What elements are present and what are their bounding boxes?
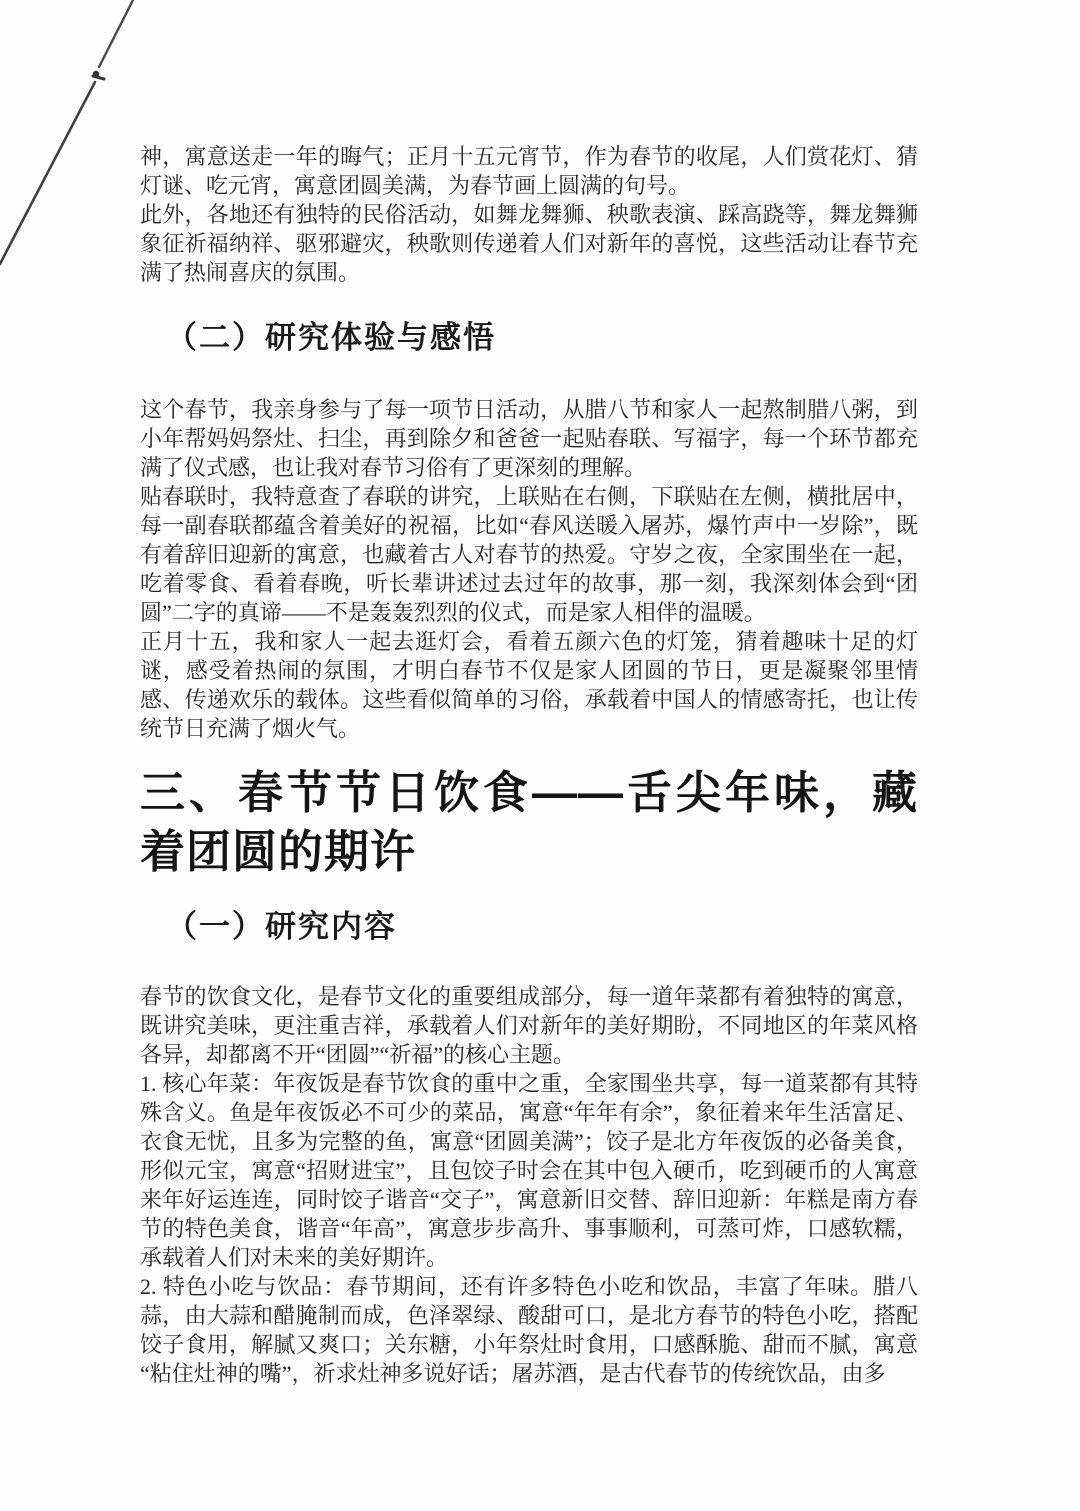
paragraph-intro-1: 神，寓意送走一年的晦气；正月十五元宵节，作为春节的收尾，人们赏花灯、猜灯谜、吃元宵，寓意团圆美满，为春节画上圆满的句号。 [140, 144, 918, 198]
spacer [140, 358, 918, 395]
section-heading-experience: （二）研究体验与感悟 [166, 320, 496, 355]
paragraph-content-2: 1. 核心年菜：年夜饭是春节饮食的重中之重，全家围坐共享，每一道菜都有其特殊含义。鱼是年夜饭必不可少的菜品，寓意“年年有余”，象征着来年生活富足、衣食无忧，且多为完整的鱼，寓意“团圆美满”；饺子是北方年夜饭的必备美食，形似元宝，寓意“招财进宝”，且包饺子时会在其中包入硬币，吃到硬币的人寓意来年好运连连，同时饺子谐音“交子”，寓意新旧交替、辞旧迎新：年糕是南方春节的特色美食，谐音“年高”，寓意步步高升、事事顺利，可蒸可炸，口感软糯，承载着人们对未来的美好期许。 [140, 1071, 918, 1270]
paragraph-intro-2: 此外，各地还有独特的民俗活动，如舞龙舞狮、秧歌表演、踩高跷等，舞龙舞狮象征祈福纳祥、驱邪避灾，秧歌则传递着人们对新年的喜悦，这些活动让春节充满了热闹喜庆的氛围。 [140, 202, 918, 285]
section-heading-content: （一）研究内容 [166, 909, 397, 944]
paragraph-content-1: 春节的饮食文化，是春节文化的重要组成部分，每一道年菜都有着独特的寓意，既讲究美味，更注重吉祥，承载着人们对新年的美好期盼，不同地区的年菜风格各异，却都离不开“团圆”“祈福”的核心主题。 [140, 984, 918, 1067]
paragraph-experience-1: 这个春节，我亲身参与了每一项节日活动，从腊八节和家人一起熬制腊八粥，到小年帮妈妈祭灶、扫尘，再到除夕和爸爸一起贴春联、写福字，每一个环节都充满了仪式感，也让我对春节习俗有了更深刻的理解。 [140, 397, 918, 480]
paragraph-experience-2: 贴春联时，我特意查了春联的讲究，上联贴在右侧，下联贴在左侧，横批居中，每一副春联都蕴含着美好的祝福，比如“春风送暖入屠苏，爆竹声中一岁除”，既有着辞旧迎新的寓意，也藏着古人对春节的热爱。守岁之夜，全家围坐在一起，吃着零食、看着春晚，听长辈讲述过去过年的故事，那一刻，我深刻体会到“团圆”二字的真谛——不是轰轰烈烈的仪式，而是家人相伴的温暖。 [140, 484, 918, 625]
spacer [140, 947, 918, 982]
paragraph-experience-3: 正月十五，我和家人一起去逛灯会，看着五颜六色的灯笼，猜着趣味十足的灯谜，感受着热闹的氛围，才明白春节不仅是家人团圆的节日，更是凝聚邻里情感、传递欢乐的载体。这些看似简单的习俗，承载着中国人的情感寄托，也让传统节日充满了烟火气。 [140, 629, 918, 741]
chapter-heading-food: 三、春节节日饮食——舌尖年味，藏着团圆的期许 [140, 767, 918, 877]
paragraph-content-3: 2. 特色小吃与饮品：春节期间，还有许多特色小吃和饮品，丰富了年味。腊八蒜，由大蒜和醋腌制而成，色泽翠绿、酸甜可口，是北方春节的特色小吃，搭配饺子食用，解腻又爽口；关东糖，小年祭灶时食用，口感酥脆、甜而不腻，寓意“粘住灶神的嘴”，祈求灶神多说好话；屠苏酒，是古代春节的传统饮品，由多 [140, 1274, 918, 1386]
